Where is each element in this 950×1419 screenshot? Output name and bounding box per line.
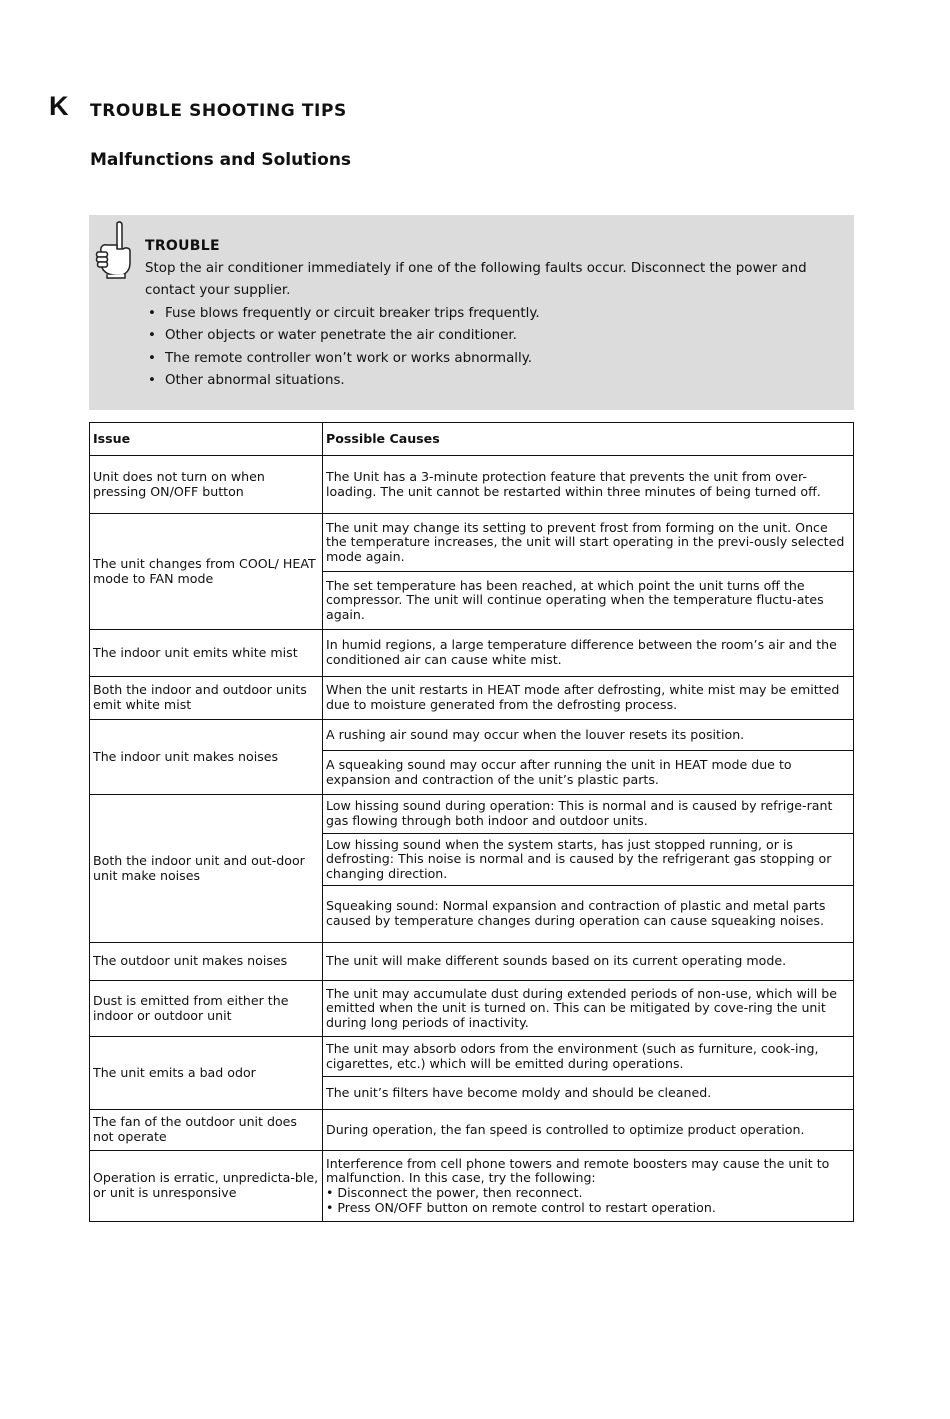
issue-cell: Both the indoor unit and out-door unit make noises: [90, 795, 323, 943]
issue-cell: The unit emits a bad odor: [90, 1037, 323, 1110]
pointing-hand-icon: [95, 219, 135, 279]
cause-cell: The unit’s filters have become moldy and should be cleaned.: [323, 1077, 854, 1110]
cause-line: • Press ON/OFF button on remote control to restart operation.: [326, 1199, 716, 1215]
table-row: [90, 720, 854, 751]
cause-cell: In humid regions, a large temperature difference between the room’s air and the conditioned air can cause white mist.: [323, 630, 854, 677]
issue-cell: The outdoor unit makes noises: [90, 943, 323, 981]
cause-cell: The unit may change its setting to prevent frost from forming on the unit. Once the temperature increases, the unit will start operating in the previ-ously selected mode again.: [323, 514, 854, 572]
issue-cell: The indoor unit emits white mist: [90, 630, 323, 677]
cause-cell: A squeaking sound may occur after running the unit in HEAT mode due to expansion and contraction of the unit’s plastic parts.: [323, 751, 854, 795]
section-letter: K: [49, 91, 69, 121]
cause-cell: The unit may accumulate dust during extended periods of non-use, which will be emitted when the unit is turned on. This can be mitigated by cove-ring the unit during long periods of inactivity.: [323, 981, 854, 1037]
issue-cell: The unit changes from COOL/ HEAT mode to FAN mode: [90, 514, 323, 630]
list-item: • Other objects or water penetrate the air conditioner.: [145, 325, 845, 348]
section-title: TROUBLE SHOOTING TIPS: [90, 101, 347, 121]
table-row: [90, 981, 854, 1037]
issue-cell: The indoor unit makes noises: [90, 720, 323, 795]
header-issue: Issue: [90, 423, 323, 456]
table-row: [90, 1110, 854, 1151]
table-row: [90, 514, 854, 572]
issue-cell: The fan of the outdoor unit does not operate: [90, 1110, 323, 1151]
trouble-heading: TROUBLE: [145, 238, 220, 254]
cause-cell: Low hissing sound during operation: This is normal and is caused by refrige-rant gas flowing through both indoor and outdoor units.: [323, 795, 854, 834]
list-item: • The remote controller won’t work or works abnormally.: [145, 348, 845, 371]
issue-cell: Operation is erratic, unpredicta-ble, or unit is unresponsive: [90, 1151, 323, 1222]
table-row: [90, 1151, 854, 1222]
cause-line: Interference from cell phone towers and remote boosters may cause the unit to malfunction. In this case, try the following:: [326, 1155, 830, 1186]
trouble-list: [145, 303, 845, 393]
cause-cell: The Unit has a 3-minute protection feature that prevents the unit from over-loading. The unit cannot be restarted within three minutes of being turned off.: [323, 456, 854, 514]
table-row: [90, 456, 854, 514]
table-row: [90, 630, 854, 677]
page-subtitle: Malfunctions and Solutions: [90, 150, 352, 170]
issue-cell: Both the indoor and outdoor units emit white mist: [90, 677, 323, 720]
table-header-row: [90, 423, 854, 456]
issue-cell: Unit does not turn on when pressing ON/OFF button: [90, 456, 323, 514]
cause-cell: During operation, the fan speed is controlled to optimize product operation.: [323, 1110, 854, 1151]
header-possible-causes: Possible Causes: [323, 423, 854, 456]
table-row: [90, 795, 854, 834]
table-row: [90, 1037, 854, 1077]
list-item: • Other abnormal situations.: [145, 370, 845, 393]
list-item: • Fuse blows frequently or circuit breaker trips frequently.: [145, 303, 845, 326]
cause-cell: The unit may absorb odors from the environment (such as furniture, cook-ing, cigarettes, etc.) which will be emitted during operations.: [323, 1037, 854, 1077]
cause-cell: The unit will make different sounds based on its current operating mode.: [323, 943, 854, 981]
cause-cell: The set temperature has been reached, at which point the unit turns off the compressor. The unit will continue operating when the temperature fluctu-ates again.: [323, 572, 854, 630]
cause-cell: When the unit restarts in HEAT mode after defrosting, white mist may be emitted due to moisture generated from the defrosting process.: [323, 677, 854, 720]
trouble-notice-box: [89, 215, 854, 410]
table-row: [90, 943, 854, 981]
cause-line: • Disconnect the power, then reconnect.: [326, 1185, 583, 1200]
cause-cell: Squeaking sound: Normal expansion and contraction of plastic and metal parts caused by temperature changes during operation can cause squeaking noises.: [323, 886, 854, 943]
cause-cell: A rushing air sound may occur when the louver resets its position.: [323, 720, 854, 751]
issue-cell: Dust is emitted from either the indoor or outdoor unit: [90, 981, 323, 1037]
table-row: [90, 677, 854, 720]
trouble-intro: Stop the air conditioner immediately if one of the following faults occur. Disconnect the power and contact your supplier.: [145, 260, 807, 298]
troubleshooting-table: [89, 422, 854, 1222]
cause-cell: Low hissing sound when the system starts, has just stopped running, or is defrosting: This noise is normal and is caused by the refrigerant gas stopping or changing direction.: [323, 834, 854, 886]
cause-cell: [323, 1151, 854, 1222]
